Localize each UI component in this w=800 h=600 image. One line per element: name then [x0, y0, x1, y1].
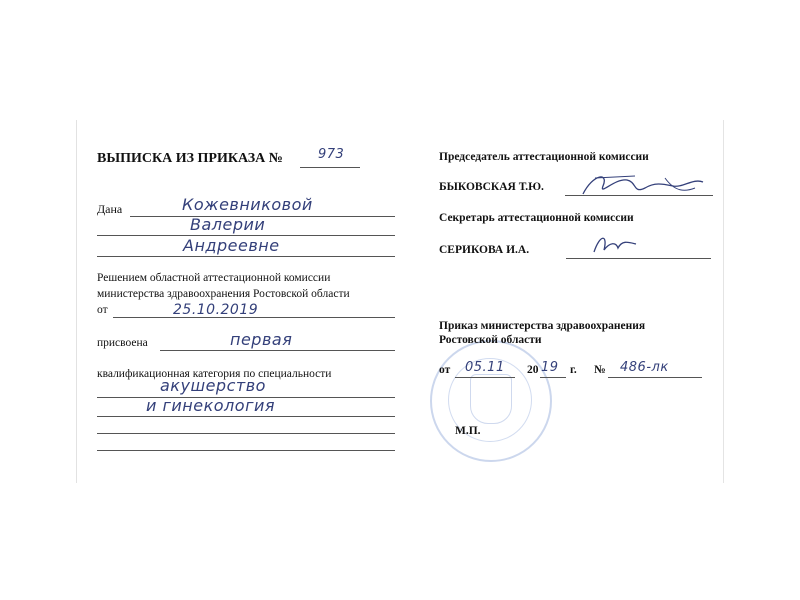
order-number-line — [300, 167, 360, 168]
assigned-label: присвоена — [97, 337, 148, 349]
extract-title: ВЫПИСКА ИЗ ПРИКАЗА № — [97, 151, 283, 166]
decision-text-line2: министерства здравоохранения Ростовской области — [97, 288, 350, 300]
year-prefix: 20 — [527, 364, 539, 376]
ministry-order-line2: Ростовской области — [439, 334, 542, 346]
chairman-label: Председатель аттестационной комиссии — [439, 151, 649, 163]
ministry-order-line1: Приказ министерства здравоохранения — [439, 320, 646, 332]
patronymic-line — [97, 256, 395, 257]
decision-text-line1: Решением областной аттестационной комиссии — [97, 272, 331, 284]
secretary-label: Секретарь аттестационной комиссии — [439, 212, 634, 224]
patronymic-handwritten: Андреевне — [183, 236, 280, 255]
seal-place-label: М.П. — [455, 425, 481, 437]
order-number-line-right — [608, 377, 702, 378]
year-label: г. — [570, 364, 577, 376]
specialty-handwritten-line1: акушерство — [160, 376, 266, 395]
chairman-signature — [575, 168, 715, 202]
decision-date-handwritten: 25.10.2019 — [173, 302, 259, 318]
category-handwritten: первая — [230, 330, 293, 349]
decision-from-label: от — [97, 304, 108, 316]
secretary-name: СЕРИКОВА И.А. — [439, 244, 530, 256]
first-name-handwritten: Валерии — [190, 215, 266, 234]
qualification-label: квалификационная категория по специальности — [97, 368, 332, 380]
chairman-name: БЫКОВСКАЯ Т.Ю. — [439, 181, 544, 193]
order-from-label: от — [439, 364, 451, 376]
secretary-signature-line — [566, 258, 711, 259]
order-date-line — [455, 377, 515, 378]
blank-line1 — [97, 433, 395, 434]
order-number-handwritten: 973 — [318, 147, 345, 162]
order-date-handwritten: 05.11 — [465, 360, 505, 375]
year-suffix-handwritten: 19 — [541, 360, 559, 375]
specialty-line2 — [97, 416, 395, 417]
coat-of-arms-emblem — [470, 374, 512, 424]
official-seal-stamp — [430, 340, 552, 462]
category-line — [160, 350, 395, 351]
secretary-signature — [590, 230, 640, 258]
given-label: Дана — [97, 202, 123, 216]
blank-line2 — [97, 450, 395, 451]
year-line — [540, 377, 566, 378]
number-label: № — [594, 364, 606, 376]
specialty-handwritten-line2: и гинекология — [146, 396, 275, 415]
ministry-order-number-handwritten: 486-лк — [620, 360, 669, 375]
surname-handwritten: Кожевниковой — [182, 195, 313, 214]
